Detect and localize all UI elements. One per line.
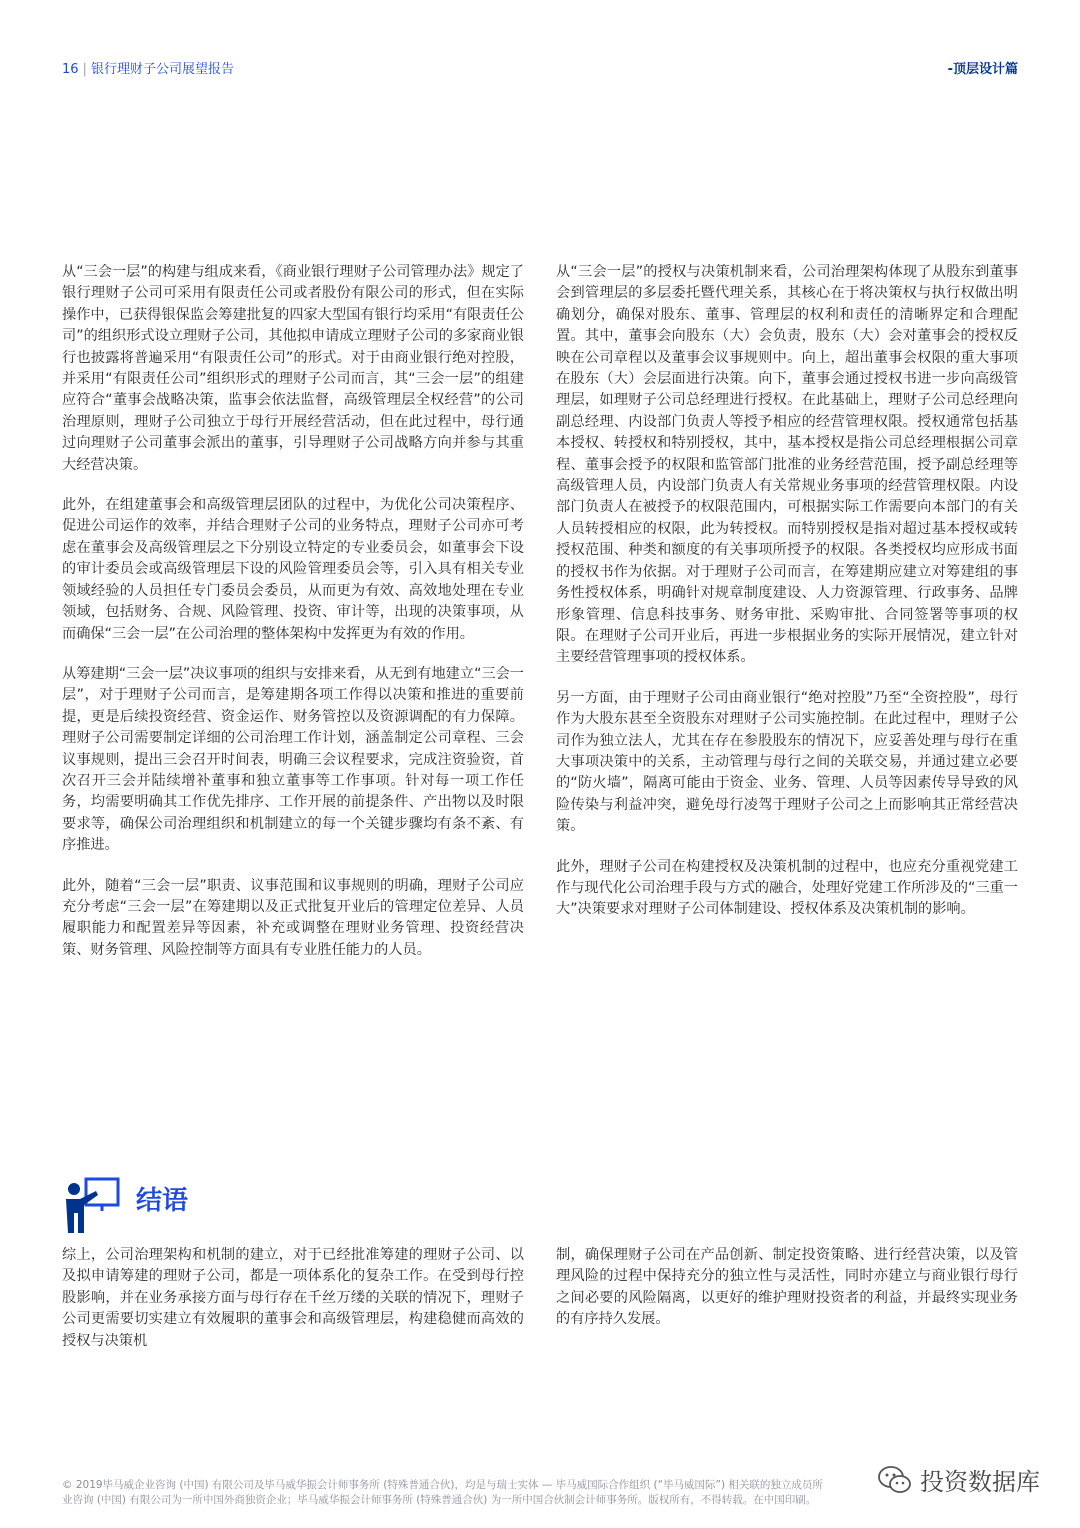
section-label: -顶层设计篇 bbox=[947, 62, 1018, 77]
paragraph: 从“三会一层”的构建与组成来看，《商业银行理财子公司管理办法》规定了银行理财子公司可采用有限责任公司或者股份有限公司的形式，但在实际操作中，已获得银保监会筹建批复的四家大型国有银行均采用“有限责任公司”的组织形式设立理财子公司，其他拟申请成立理财子公司的多家商业银行也披露将普遍采用“有限责任公司”的形式。对于由商业银行绝对控股，并采用“有限责任公司”组织形式的理财子公司而言，其“三会一层”的组建应符合“董事会战略决策，监事会依法监督，高级管理层全权经营”的公司治理原则，理财子公司独立于母行开展经营活动，但在此过程中，母行通过向理财子公司董事会派出的董事，引导理财子公司战略方向并参与其重大经营决策。 bbox=[62, 264, 524, 473]
conclusion-right bbox=[556, 1245, 1018, 1350]
page-header bbox=[62, 58, 234, 77]
report-title: 银行理财子公司展望报告 bbox=[90, 62, 234, 77]
paragraph: 另一方面，由于理财子公司由商业银行“绝对控股”乃至“全资控股”，母行作为大股东甚至全资股东对理财子公司实施控制。在此过程中，理财子公司作为独立法人，尤其在存在参股股东的情况下，应妥善处理与母行在重大事项决策中的关系，主动管理与母行之间的关联交易，并通过建立必要的“防火墙”，隔离可能由于资金、业务、管理、人员等因素传导导致的风险传染与利益冲突，避免母行凌驾于理财子公司之上而影响其正常经营决策。 bbox=[556, 689, 1018, 835]
conclusion-title: 结语 bbox=[136, 1186, 189, 1216]
paragraph: 此外，在组建董事会和高级管理层团队的过程中，为优化公司决策程序、促进公司运作的效率，并结合理财子公司的业务特点，理财子公司亦可考虑在董事会及高级管理层之下分别设立特定的专业委员会，如董事会下设的审计委员会或高级管理层下设的风险管理委员会等，引入具有相关专业领域经验的人员担任专门委员会委员，从而更为有效、高效地处理在专业领域，包括财务、合规、风险管理、投资、审计等，出现的决策事项，从而确保“三会一层”在公司治理的整体架构中发挥更为有效的作用。 bbox=[62, 497, 524, 642]
paragraph: 此外，理财子公司在构建授权及决策机制的过程中，也应充分重视党建工作与现代化公司治理手段与方式的融合，处理好党建工作所涉及的“三重一大”决策要求对理财子公司体制建设、授权体系及决策机制的影响。 bbox=[556, 858, 1018, 918]
paragraph: 从“三会一层”的授权与决策机制来看，公司治理架构体现了从股东到董事会到管理层的多层委托暨代理关系，其核心在于将决策权与执行权做出明确划分，确保对股东、董事、管理层的权利和责任的清晰界定和合理配置。其中，董事会向股东（大）会负责，股东（大）会对董事会的授权反映在公司章程以及董事会议事规则中。向上，超出董事会权限的重大事项在股东（大）会层面进行决策。向下，董事会通过授权书进一步向高级管理层，如理财子公司总经理进行授权。在此基础上，理财子公司总经理向副总经理、内设部门负责人等授予相应的经营管理权限。授权通常包括基本授权、转授权和特别授权，其中，基本授权是指公司总经理根据公司章程、董事会授予的权限和监管部门批准的业务经营范围，授予副总经理等高级管理人员，内设部门负责人有关常规业务事项的经营管理权限。内设部门负责人在被授予的权限范围内，可根据实际工作需要向本部门的有关人员转授相应的权限，此为转授权。而特别授权是指对超过基本授权或转授权范围、种类和额度的有关事项所授予的权限。各类授权均应形成书面的授权书作为依据。对于理财子公司而言，在筹建期应建立对筹建组的事务性授权体系，明确针对规章制度建设、人力资源管理、行政事务、品牌形象管理、信息科技事务、财务审批、采购审批、合同签署等事项的权限。在理财子公司开业后，再进一步根据业务的实际开展情况，建立针对主要经营管理事项的授权体系。 bbox=[556, 264, 1018, 666]
right-column bbox=[556, 262, 1018, 940]
watermark bbox=[878, 1462, 1040, 1497]
copyright-footer bbox=[62, 1478, 882, 1508]
conclusion-heading bbox=[62, 1175, 122, 1235]
paragraph: 从筹建期“三会一层”决议事项的组织与安排来看，从无到有地建立“三会一层”，对于理财子公司而言，是筹建期各项工作得以决策和推进的重要前提，更是后续投资经营、资金运作、财务管控以及资源调配的有力保障。理财子公司需要制定详细的公司治理工作计划，涵盖制定公司章程、三会议事规则，提出三会召开时间表，明确三会议程要求，完成注资验资，首次召开三会并陆续增补董事和独立董事等工作事项。针对每一项工作任务，均需要明确其工作优先排序、工作开展的前提条件、产出物以及时限要求等，确保公司治理组织和机制建立的每一个关键步骤均有条不紊、有序推进。 bbox=[62, 665, 524, 854]
paragraph: 此外，随着“三会一层”职责、议事范围和议事规则的明确，理财子公司应充分考虑“三会一层”在筹建期以及正式批复开业后的管理定位差异、人员履职能力和配置差异等因素，补充或调整在理财业务管理、投资经营决策、财务管理、风险控制等方面具有专业胜任能力的人员。 bbox=[62, 877, 524, 958]
footer-line: 业咨询 (中国) 有限公司为一所中国外商独资企业；毕马威华振会计师事务所 (特殊普通合伙) 为一所中国合伙制会计师事务所。版权所有，不得转载。在中国印刷。 bbox=[62, 1494, 817, 1506]
footer-line: © 2019毕马威企业咨询 (中国) 有限公司及毕马威华振会计师事务所 (特殊普通合伙)，均是与瑞士实体 — 毕马威国际合作组织 (“毕马威国际”) 相关联的独立成员所 bbox=[62, 1479, 823, 1491]
wechat-icon bbox=[878, 1465, 912, 1495]
presenter-icon bbox=[62, 1175, 122, 1235]
watermark-text: 投资数据库 bbox=[920, 1468, 1040, 1496]
paragraph: 制，确保理财子公司在产品创新、制定投资策略、进行经营决策，以及管理风险的过程中保持充分的独立性与灵活性，同时亦建立与商业银行母行之间必要的风险隔离，以更好的维护理财投资者的利益，并最终实现业务的有序持久发展。 bbox=[556, 1247, 1018, 1328]
page-number: 16 bbox=[62, 62, 79, 77]
conclusion-left bbox=[62, 1245, 524, 1371]
left-column bbox=[62, 262, 524, 980]
header-separator: | bbox=[82, 62, 87, 77]
paragraph: 综上，公司治理架构和机制的建立，对于已经批准筹建的理财子公司、以及拟申请筹建的理财子公司，都是一项体系化的复杂工作。在受到母行控股影响，并在业务承接方面与母行存在千丝万缕的关联的情况下，理财子公司更需要切实建立有效履职的董事会和高级管理层，构建稳健而高效的授权与决策机 bbox=[62, 1247, 524, 1349]
